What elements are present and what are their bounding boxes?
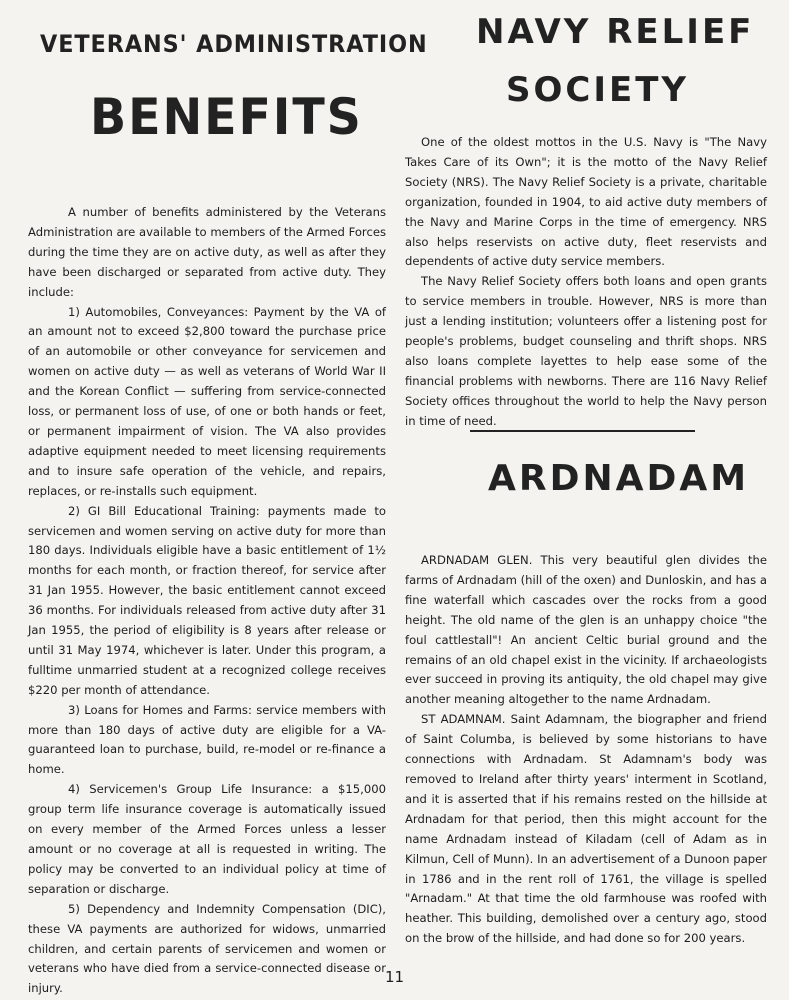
ardnadam-para-2: ST ADAMNAM. Saint Adamnam, the biographer and friend of Saint Columba, is believed by some historians to have connections with Ardnadam. St Adamnam's body was removed to Ireland after thirty years' interment in Scotland, and it is asserted that if his remains rested on the hillside at Ardnadam for that period, then this might account for the name Ardnadam instead of Kiladam (cell of Adam as in Kilmun, Cell of Munn). In an advertisement of a Dunoon paper in 1786 and in the rent roll of 1761, the village is spelled "Arnadam." At that time the old farmhouse was roofed with heather. This building, demolished over a century ago, stood on the brow of the hillside, and had done so for 200 years. xyxy=(405,712,767,946)
va-heading: VETERANS' ADMINISTRATION xyxy=(40,30,428,58)
va-item-4: 4) Servicemen's Group Life Insurance: a $15,000 group term life insurance coverage is automatically issued on every member of the Armed Forces unless a lesser amount or no coverage at all is requested in writing. The policy may be converted to an individual policy at time of separation or discharge. xyxy=(28,782,386,896)
section-divider xyxy=(470,430,695,432)
va-body xyxy=(28,203,386,999)
page-number: 11 xyxy=(384,968,405,986)
va-item-5: 5) Dependency and Indemnity Compensation (DIC), these VA payments are authorized for widows, unmarried children, and certain parents of servicemen and women or veterans who have died from a service-connected disease or injury. xyxy=(28,901,386,996)
society-heading: SOCIETY xyxy=(506,70,690,110)
nrs-body xyxy=(405,133,767,432)
va-item-1: 1) Automobiles, Conveyances: Payment by the VA of an amount not to exceed $2,800 toward the purchase price of an automobile or other conveyance for servicemen and women on active duty — as well as veterans of World War II and the Korean Conflict — suffering from service-connected loss, or permanent loss of use, of one or both hands or feet, or permanent impairment of vision. The VA also provides adaptive equipment needed to meet licensing requirements and to insure safe operation of the vehicle, and repairs, replaces, or re-installs such equipment. xyxy=(28,304,386,498)
nrs-para-2: The Navy Relief Society offers both loans and open grants to service members in trouble. However, NRS is more than just a lending institution; volunteers offer a listening post for people's problems, budget counseling and thrift shops. NRS also loans complete layettes to help ease some of the financial problems with newborns. There are 116 Navy Relief Society offices throughout the world to help the Navy person in time of need. xyxy=(405,274,767,428)
va-item-3: 3) Loans for Homes and Farms: service members with more than 180 days of active duty are eligible for a VA-guaranteed loan to purchase, build, re-model or re-finance a home. xyxy=(28,702,386,777)
ardnadam-heading: ARDNADAM xyxy=(488,458,750,499)
navy-relief-heading: NAVY RELIEF xyxy=(476,12,755,52)
va-item-2: 2) GI Bill Educational Training: payments made to servicemen and women serving on active duty for more than 180 days. Individuals eligible have a basic entitlement of 1½ months for each month, or fraction thereof, for service after 31 Jan 1955. However, the basic entitlement cannot exceed 36 months. For individuals released from active duty after 31 Jan 1955, the period of eligibility is 8 years after release or until 31 May 1974, whichever is later. Under this program, a fulltime unmarried student at a recognized college receives $220 per month of attendance. xyxy=(28,503,386,697)
ardnadam-body xyxy=(405,551,767,949)
nrs-para-1: One of the oldest mottos in the U.S. Navy is "The Navy Takes Care of its Own"; it is the motto of the Navy Relief Society (NRS). The Navy Relief Society is a private, charitable organization, founded in 1904, to aid active duty members of the Navy and Marine Corps in the time of emergency. NRS also helps reservists on active duty, fleet reservists and dependents of active duty service members. xyxy=(405,135,767,269)
va-intro: A number of benefits administered by the Veterans Administration are available to members of the Armed Forces during the time they are on active duty, as well as after they have been discharged or separated from active duty. They include: xyxy=(28,205,386,299)
ardnadam-para-1: ARDNADAM GLEN. This very beautiful glen divides the farms of Ardnadam (hill of the oxen) and Dunloskin, and has a fine waterfall which cascades over the rocks from a good height. The old name of the glen is an unhappy choice "the foul cattlestall"! An ancient Celtic burial ground and the remains of an old chapel exist in the vicinity. If archaeologists ever succeed in proving its antiquity, the old chapel may give another meaning altogether to the name Ardnadam. xyxy=(405,553,767,707)
benefits-heading: BENEFITS xyxy=(90,88,363,146)
